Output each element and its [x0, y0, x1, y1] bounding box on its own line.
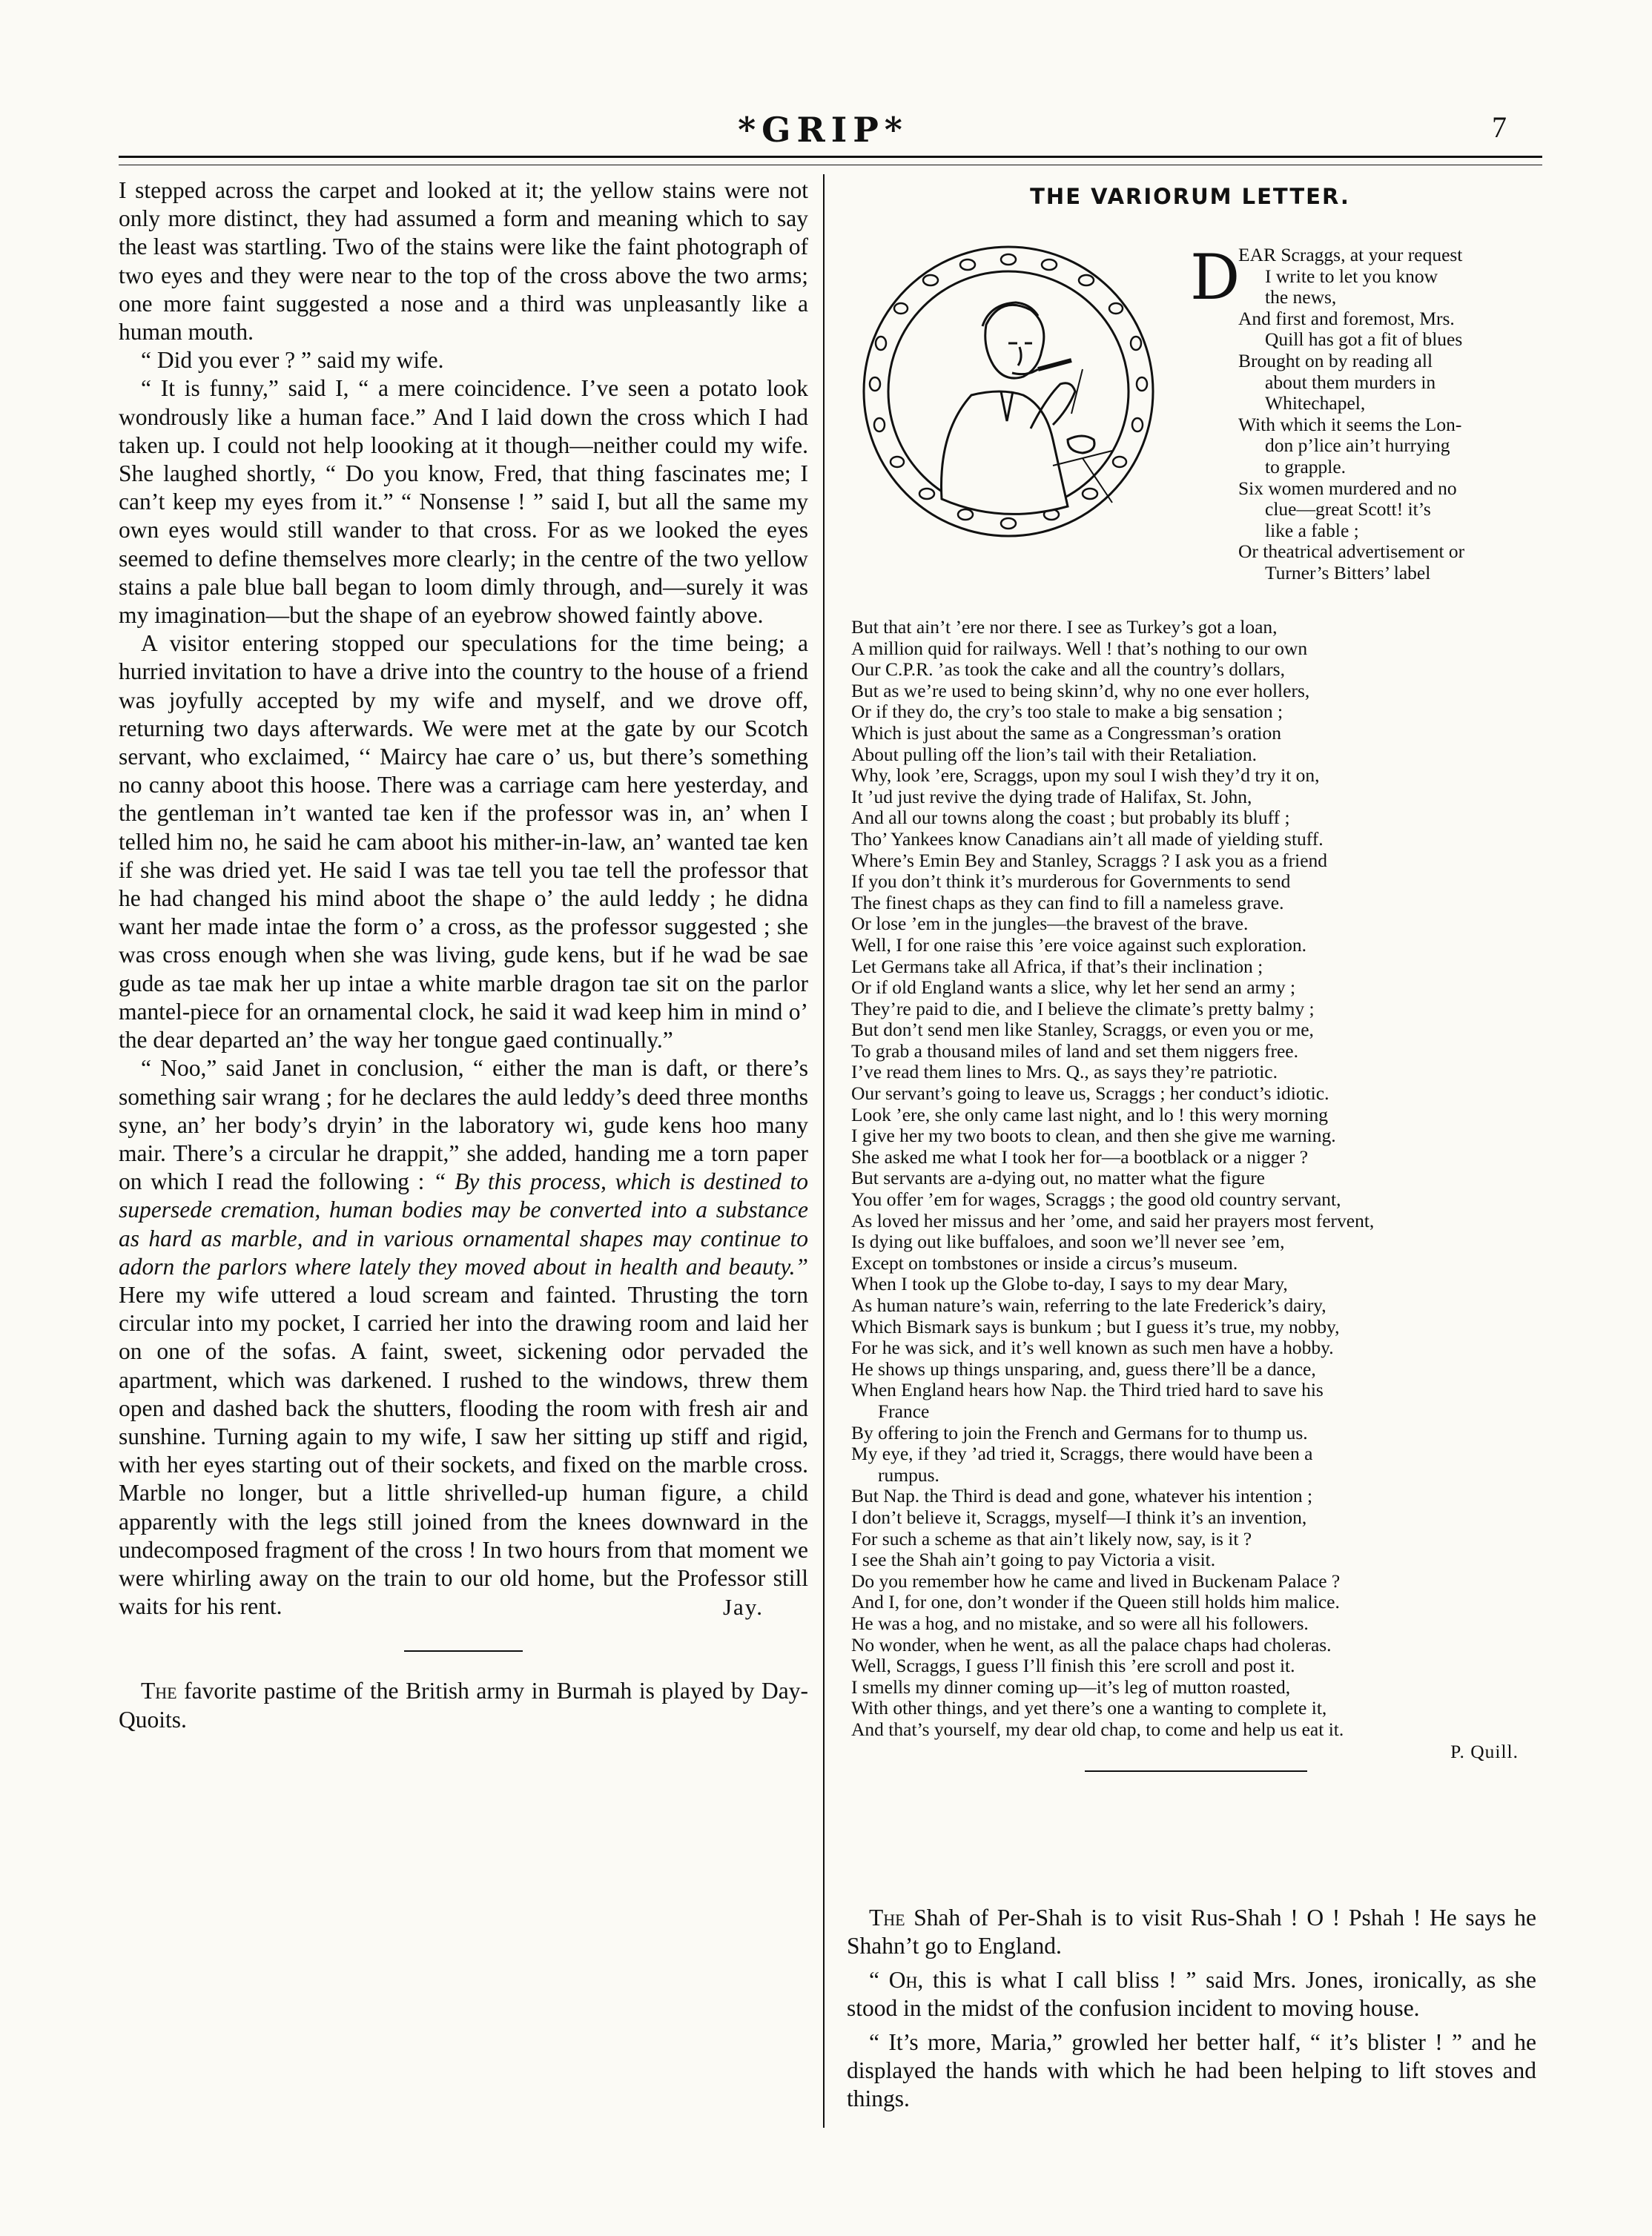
- poem-line: I give her my two boots to clean, and then she give me warning.: [851, 1125, 1336, 1147]
- poem-line: don p’lice ain’t hurrying: [1265, 434, 1450, 457]
- jones-item: [847, 1966, 1536, 2022]
- brief-item: [119, 1677, 808, 1733]
- brief-text: favorite pastime of the British army in Burmah is played by Day-Quoits.: [119, 1678, 809, 1733]
- poem-line: But don’t send men like Stanley, Scraggs, or even you or me,: [851, 1019, 1314, 1041]
- poem-line: Look ’ere, she only came last night, and lo ! this wery morning: [851, 1103, 1329, 1125]
- story-conclusion: Here my wife uttered a loud scream and fainted. Thrusting the torn circular into my pocket, I carried her into the drawing room and laid her on one of the sofas. A faint, sweet, sickening odor pervaded the apartment, which was darkened. I rushed to the windows, threw them open and dashed back the shutters, flooding the room with fresh air and sunshine. Turning again to my wife, I saw her sitting up stiff and rigid, with her eyes starting out of their sockets, and fixed on the marble cross. Marble no longer, but a little shrivelled-up human figure, a child apparently with the legs still joined from the knees downward in the undecomposed fragment of the cross ! In two hours from that moment we were whirling away on the train to our old home, but the Professor still waits for his rent.: [119, 1281, 808, 1620]
- poem-line: Or theatrical advertisement or: [1238, 540, 1465, 563]
- poem-line: As loved her missus and her ’ome, and said her prayers most fervent,: [851, 1209, 1375, 1231]
- shah-item: [847, 1904, 1536, 1960]
- poem-line: She asked me what I took her for—a bootblack or a nigger ?: [851, 1145, 1309, 1168]
- poem-line: Which Bismark says is bunkum ; but I guess it’s true, my nobby,: [851, 1315, 1340, 1337]
- shah-lead: The: [869, 1905, 905, 1931]
- poem-line: Is dying out like buffaloes, and soon we’ll never see ’em,: [851, 1231, 1285, 1253]
- page-number: 7: [1492, 110, 1507, 144]
- poem-line: By offering to join the French and Germans for to thump us.: [851, 1421, 1308, 1443]
- poem-line: Which is just about the same as a Congressman’s oration: [851, 721, 1282, 744]
- poem-line: EAR Scraggs, at your request: [1238, 244, 1463, 265]
- poem-line: The finest chaps as they can find to fill a nameless grave.: [851, 891, 1284, 913]
- poem-end-rule: [1085, 1770, 1307, 1772]
- story-paragraph: “ It is funny,” said I, “ a mere coincidence. I’ve seen a potato look wondrously like a human face.” And I laid down the cross which I had taken up. I could not help loooking at it though—neither could my wife. She laughed shortly, “ Do you know, Fred, that thing fascinates me; I can’t keep my eyes from it.” “ Nonsense ! ” said I, but all the same my own eyes would still wander to that cross. For as we looked the eyes seemed to define themselves more clearly; in the centre of the two yellow stains a pale blue ball began to loom dimly through, and—surely it was my imagination—but the shape of an eyebrow showed faintly above.: [119, 375, 808, 629]
- poem-line: He was a hog, and no mistake, and so were all his followers.: [851, 1612, 1309, 1634]
- poem-line: He shows up things unsparing, and, guess there’ll be a dance,: [851, 1357, 1316, 1380]
- story-signature: Jay.: [722, 1594, 764, 1621]
- poem-line: And first and foremost, Mrs.: [1238, 307, 1455, 329]
- poem-line: Where’s Emin Bey and Stanley, Scraggs ? I ask you as a friend: [851, 849, 1328, 871]
- poem-line: But as we’re used to being skinn’d, why no one ever hollers,: [851, 679, 1310, 701]
- poem-line: Or if they do, the cry’s too stale to make a big sensation ;: [851, 701, 1283, 723]
- poem-line: Six women murdered and no: [1238, 477, 1457, 499]
- poem-line: Well, I for one raise this ’ere voice against such exploration.: [851, 933, 1306, 956]
- poem-line: And that’s yourself, my dear old chap, to come and help us eat it.: [851, 1718, 1344, 1740]
- jones-lead: “ Oh,: [869, 1967, 924, 1993]
- poem-line: No wonder, when he went, as all the palace chaps had choleras.: [851, 1633, 1332, 1656]
- poem-line: But Nap. the Third is dead and gone, whatever his intention ;: [851, 1485, 1313, 1507]
- poem-line: Brought on by reading all: [1238, 349, 1433, 371]
- poem-line: They’re paid to die, and I believe the climate’s pretty balmy ;: [851, 997, 1315, 1019]
- caricature-roundel: [860, 243, 1157, 540]
- poem-line: Our servant’s going to leave us, Scraggs ; her conduct’s idiotic.: [851, 1082, 1329, 1105]
- story-paragraph: A visitor entering stopped our speculations for the time being; a hurried invitation to have a drive into the country to the house of a friend was joyfully accepted by my wife and myself, and we drove off, returning two days afterwards. We were met at the gate by our Scotch servant, who exclaimed, ‘‘ Maircy hae care o’ us, but there’s something no canny aboot this hoose. There was a carriage cam here yesterday, and the gentleman in’t wanted tae ken if the professor was in, an’ when I telled him no, he said he cam aboot his mither-in-law, an’ wanted tae ken if she was dried yet. He said I was tae tell you tae tell the professor that he had changed his mind aboot the shape o’ the auld leddy ; he didna want her made intae the form o’ a cross, as the professor suggested ; she was cross enough when she was living, gude kens, but if he wad be sae gude as tae mak her up intae a white marble dragon tae sit on the parlor mantel-piece for an ornamental clock, he said it wad keep him in mind o’ the dear departed an’ the way her tongue gaed continually.”: [119, 630, 808, 1054]
- poem-body: [851, 617, 1541, 1772]
- poem-line: But servants are a-dying out, no matter what the figure: [851, 1167, 1265, 1189]
- drop-cap: D: [1190, 241, 1240, 314]
- poem-line: With which it seems the Lon-: [1238, 413, 1462, 435]
- story-paragraph-text: “ Noo,” said Janet in conclusion, “ either the man is daft, or there’s something sair wrang ; for he declares the auld leddy’s deed three months syne, an’ her body’s dryin’ in the laboratory wi, gude kens hoo many mair. There’s a circular he drappit,” she added, handing me a torn paper on which I read the following :: [119, 1055, 808, 1195]
- more-item: “ It’s more, Maria,” growled her better half, “ it’s blister ! ” and he displayed the hands with which he had been helping to lift stoves and things.: [847, 2029, 1536, 2111]
- brief-lead: The: [141, 1678, 177, 1704]
- poem-line: For he was sick, and it’s well known as such men have a hobby.: [851, 1337, 1334, 1359]
- poem-line: Or lose ’em in the jungles—the bravest of the brave.: [851, 913, 1249, 935]
- poem-line: Quill has got a fit of blues: [1265, 328, 1463, 351]
- poem-line: Let Germans take all Africa, if that’s their inclination ;: [851, 955, 1263, 977]
- poem-line: When England hears how Nap. the Third tried hard to save his: [851, 1379, 1324, 1401]
- shah-text: Shah of Per-Shah is to visit Rus-Shah ! O ! Pshah ! He says he Shahn’t go to England.: [847, 1905, 1537, 1959]
- jones-text: this is what I call bliss ! ” said Mrs. Jones, ironically, as she stood in the midst of the confusion incident to moving house.: [847, 1967, 1537, 2021]
- page-header: [119, 110, 1527, 150]
- poem-line: clue—great Scott! it’s: [1265, 498, 1431, 520]
- poem-line: You offer ’em for wages, Scraggs ; the good old country servant,: [851, 1188, 1341, 1211]
- poem-line: Our C.P.R. ’as took the cake and all the country’s dollars,: [851, 658, 1285, 681]
- poem-line: Or if old England wants a slice, why let her send an army ;: [851, 976, 1296, 999]
- poem-line: Well, Scraggs, I guess I’ll finish this ’ere scroll and post it.: [851, 1655, 1295, 1677]
- poem-line: It ’ud just revive the dying trade of Halifax, St. John,: [851, 785, 1252, 807]
- poem-line: the news,: [1265, 286, 1337, 308]
- poem-line: Why, look ’ere, Scraggs, upon my soul I wish they’d try it on,: [851, 764, 1320, 787]
- story-paragraph: “ Did you ever ? ” said my wife.: [141, 347, 444, 374]
- column-divider: [823, 174, 825, 2128]
- left-column: [119, 176, 808, 1734]
- poem-line: But that ain’t ’ere nor there. I see as Turkey’s got a loan,: [851, 616, 1278, 638]
- poem-line: My eye, if they ’ad tried it, Scraggs, there would have been a: [851, 1443, 1313, 1465]
- poem-line: Do you remember how he came and lived in Buckenam Palace ?: [851, 1570, 1341, 1592]
- right-column: [838, 176, 1542, 2111]
- poem-line: I smells my dinner coming up—it’s leg of mutton roasted,: [851, 1676, 1291, 1698]
- poem-line: And all our towns along the coast ; but probably its bluff ;: [851, 807, 1290, 829]
- poem-line: If you don’t think it’s murderous for Governments to send: [851, 870, 1291, 893]
- story-paragraph: [119, 1054, 808, 1621]
- circular-quote-text: By this process, which is destined to supersede cremation, human bodies may be converted into a substance as hard as marble, and in various ornamental shapes may continue to adorn the parlors where lately they moved about in health and beauty.: [119, 1168, 808, 1280]
- poem-line: France: [878, 1400, 930, 1422]
- poem-line: Turner’s Bitters’ label: [1265, 561, 1431, 583]
- circular-quote: “ By this process, which is destined to supersede cremation, human bodies may be converted into a substance as hard as marble, and in various ornamental shapes may continue to adorn the parlors where lately they moved about in health and beauty.”: [119, 1168, 808, 1280]
- poem-line: With other things, and yet there’s one a wanting to complete it,: [851, 1697, 1327, 1719]
- poem-line: I write to let you know: [1265, 265, 1438, 287]
- poem-line: Whitechapel,: [1265, 392, 1366, 414]
- poem-line: Tho’ Yankees know Canadians ain’t all made of yielding stuff.: [851, 827, 1324, 850]
- poem-line: to grapple.: [1265, 455, 1347, 477]
- poem-line: about them murders in: [1265, 371, 1436, 393]
- poem-line: like a fable ;: [1265, 519, 1359, 541]
- poem-line: About pulling off the lion’s tail with their Retaliation.: [851, 743, 1258, 765]
- story-paragraph: I stepped across the carpet and looked at it; the yellow stains were not only more distinct, they had assumed a form and meaning which to say the least was startling. Two of the stains were like the faint photograph of two eyes and they were near to the top of the cross above the two arms; one more faint suggested a nose and a third was unpleasantly like a human mouth.: [119, 177, 808, 345]
- poem-line: rumpus.: [878, 1463, 939, 1486]
- poem-line: To grab a thousand miles of land and set them niggers free.: [851, 1039, 1298, 1062]
- poem-line: I’ve read them lines to Mrs. Q., as says they’re patriotic.: [851, 1061, 1278, 1083]
- header-rule: [119, 156, 1542, 158]
- poem-line: As human nature’s wain, referring to the late Frederick’s dairy,: [851, 1294, 1326, 1316]
- poem-title: THE VARIORUM LETTER.: [1030, 184, 1350, 209]
- poem-line: I see the Shah ain’t going to pay Victoria a visit.: [851, 1549, 1216, 1571]
- poem-line: A million quid for railways. Well ! that’s nothing to our own: [851, 637, 1308, 659]
- masthead: *GRIP*: [738, 110, 908, 150]
- right-briefs: [847, 1904, 1536, 2119]
- poem-line: Except on tombstones or inside a circus’s museum.: [851, 1251, 1238, 1274]
- poem-opening-lines: [1238, 245, 1550, 584]
- poem-line: I don’t believe it, Scraggs, myself—I think it’s an invention,: [851, 1506, 1307, 1528]
- poem-line: When I took up the Globe to-day, I says to my dear Mary,: [851, 1273, 1288, 1295]
- poem-line: For such a scheme as that ain’t likely now, say, is it ?: [851, 1527, 1252, 1549]
- section-rule: [404, 1650, 523, 1652]
- poem-line: And I, for one, don’t wonder if the Queen still holds him malice.: [851, 1591, 1340, 1613]
- poem-signature: P. Quill.: [1450, 1741, 1519, 1763]
